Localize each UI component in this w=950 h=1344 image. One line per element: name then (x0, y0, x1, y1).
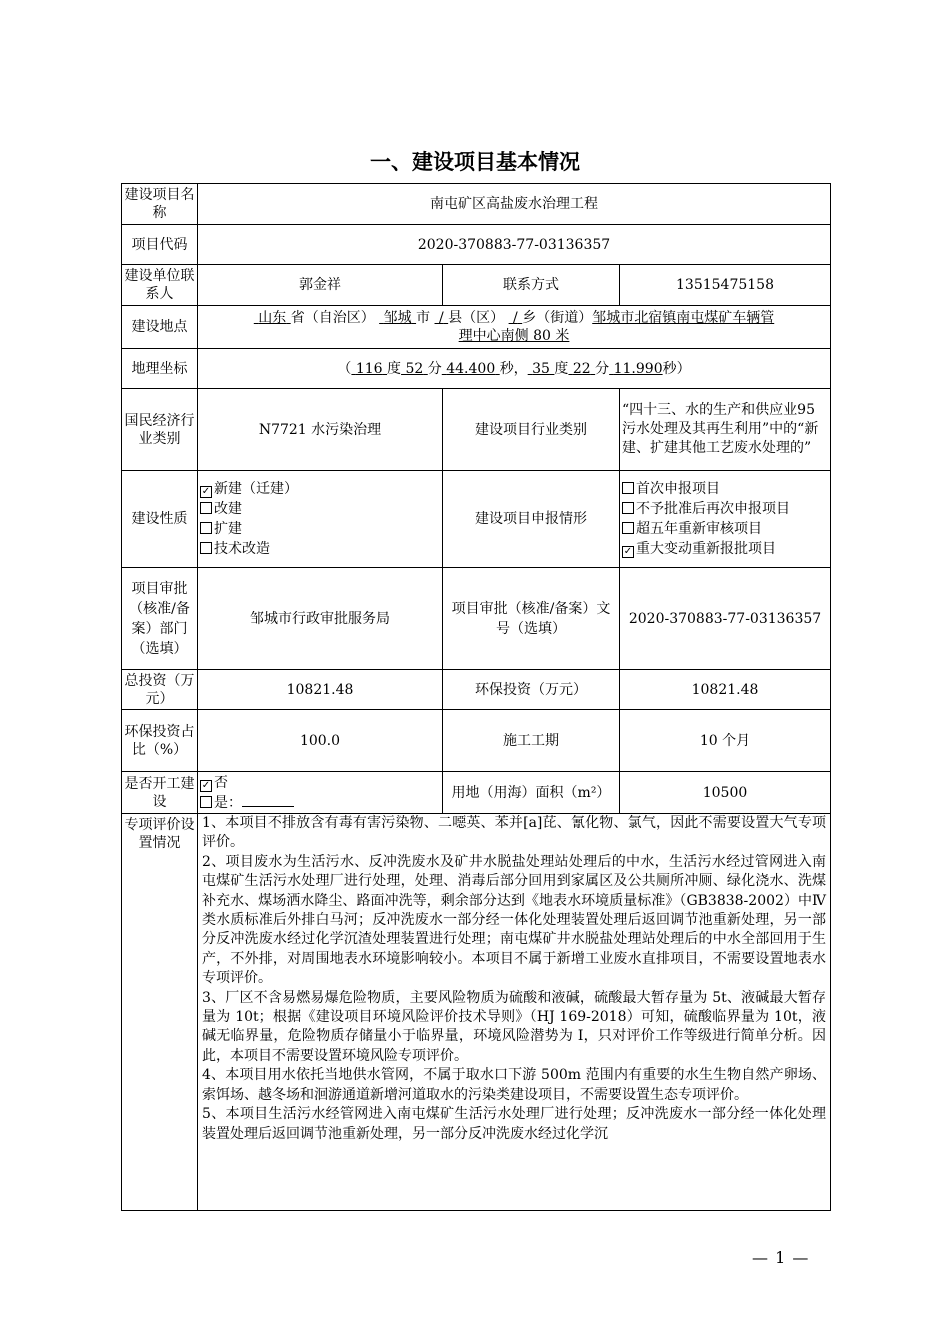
label-total-investment: 总投资（万元） (122, 670, 198, 710)
label-special-eval: 专项评价设置情况 (122, 814, 198, 1211)
checkbox-icon[interactable] (200, 542, 212, 554)
nature-option (200, 519, 440, 539)
declaration-option-label: 重大变动重新报批项目 (636, 541, 776, 557)
started-option-label: 是： (214, 794, 242, 811)
value-project-industry: “四十三、水的生产和供应业95 污水处理及其再生利用”中的“新建、扩建其他工艺废水处理的” (620, 389, 831, 471)
page-title: 一、建设项目基本情况 (370, 150, 580, 174)
value-land-area: 10500 (620, 772, 831, 814)
value-approval-dept: 邹城市行政审批服务局 (198, 568, 443, 670)
row-env-ratio (122, 710, 831, 772)
lon-sec: 44.400 (446, 360, 496, 377)
checkbox-icon[interactable] (200, 796, 212, 808)
declaration-option-label: 首次申报项目 (636, 481, 720, 497)
label-coordinates: 地理坐标 (122, 349, 198, 389)
label-contact-person: 建设单位联系人 (122, 265, 198, 306)
value-total-investment: 10821.48 (198, 670, 443, 710)
row-industry (122, 389, 831, 471)
location-city: 邹城 (383, 310, 412, 326)
value-approval-doc: 2020-370883-77-03136357 (620, 568, 831, 670)
nature-option (200, 499, 440, 519)
checkbox-icon[interactable] (622, 502, 634, 514)
nature-option-label: 改建 (214, 501, 242, 517)
location-county-suffix: 县（区） (448, 310, 505, 326)
nature-option-label: 扩建 (214, 521, 242, 537)
value-contact-phone: 13515475158 (620, 265, 831, 306)
project-info-table (121, 183, 831, 1211)
value-coordinates: （ 116 度 52 分 44.400 秒， 35 度 22 分 11.990秒） (198, 349, 831, 389)
special-eval-paragraph: 5、本项目生活污水经管网进入南屯煤矿生活污水处理厂进行处理；反冲洗废水一部分经一体化处理装置处理后返回调节池重新处理，另一部分反冲洗废水经过化学沉 (202, 1106, 827, 1142)
label-declaration: 建设项目申报情形 (443, 471, 620, 568)
label-construction-period: 施工工期 (443, 710, 620, 772)
declaration-option (622, 519, 828, 539)
label-contact-method: 联系方式 (443, 265, 620, 306)
checked-box-icon[interactable] (200, 780, 212, 792)
lon-deg: 116 (355, 360, 383, 377)
special-eval-paragraph: 1、本项目不排放含有毒有害污染物、二噁英、苯并[a]芘、氰化物、氯气，因此不需要设置大气专项评价。 (202, 815, 827, 851)
declaration-options (620, 471, 831, 568)
row-project-name (122, 184, 831, 225)
nature-option (200, 479, 440, 499)
location-province: 山东 (258, 310, 287, 326)
location-detail-1: 邹城市北宿镇南屯煤矿车辆管 (592, 310, 775, 326)
fill-in-blank[interactable] (242, 794, 294, 807)
declaration-option-label: 超五年重新审核项目 (636, 521, 762, 537)
lon-min: 52 (405, 360, 424, 377)
label-project-code: 项目代码 (122, 225, 198, 265)
value-env-ratio: 100.0 (198, 710, 443, 772)
checkbox-icon[interactable] (200, 502, 212, 514)
label-industry-category: 国民经济行业类别 (122, 389, 198, 471)
value-location (198, 306, 831, 349)
declaration-option (622, 479, 828, 499)
nature-option (200, 539, 440, 559)
row-contact (122, 265, 831, 306)
value-industry-category: N7721 水污染治理 (198, 389, 443, 471)
label-env-ratio: 环保投资占比（%） (122, 710, 198, 772)
special-eval-paragraph: 3、厂区不含易燃易爆危险物质，主要风险物质为硫酸和液碱，硫酸最大暂存量为 5t、液碱最大暂存量为 10t；根据《建设项目环境风险评价技术导则》（HJ 169-2018）可知，硫酸临界量为 10t，液碱无临界量，危险物质存储量小于临界量，环境风险潜势为 I，只对评价工作等级进行简单分析。因此，本项目不需要设置环境风险专项评价。 (202, 989, 827, 1064)
location-province-suffix: 省（自治区） (290, 310, 375, 326)
checkbox-icon[interactable] (200, 522, 212, 534)
location-county: / (438, 310, 444, 326)
row-location (122, 306, 831, 349)
lat-min: 22 (572, 360, 591, 377)
label-env-investment: 环保投资（万元） (443, 670, 620, 710)
started-option-label: 否 (214, 774, 228, 791)
label-nature: 建设性质 (122, 471, 198, 568)
value-env-investment: 10821.48 (620, 670, 831, 710)
value-construction-period: 10 个月 (620, 710, 831, 772)
row-started (122, 772, 831, 814)
row-coordinates (122, 349, 831, 389)
row-approval (122, 568, 831, 670)
started-option (200, 773, 440, 793)
label-approval-dept: 项目审批（核准/备案）部门（选填） (122, 568, 198, 670)
value-contact-person: 郭金祥 (198, 265, 443, 306)
row-nature (122, 471, 831, 568)
nature-option-label: 技术改造 (214, 541, 270, 557)
label-approval-doc: 项目审批（核准/备案）文号（选填） (443, 568, 620, 670)
lat-sec: 11.990 (613, 360, 663, 377)
special-eval-text (198, 814, 831, 1211)
checkbox-icon[interactable] (622, 482, 634, 494)
location-city-suffix: 市 (416, 310, 431, 326)
row-project-code (122, 225, 831, 265)
label-project-name: 建设项目名称 (122, 184, 198, 225)
page-number: — 1 — (752, 1248, 810, 1267)
location-township: / (513, 310, 518, 326)
started-option (200, 793, 440, 813)
location-township-suffix: 乡（街道） (522, 310, 593, 326)
value-project-name: 南屯矿区高盐废水治理工程 (198, 184, 831, 225)
checkbox-icon[interactable] (622, 522, 634, 534)
checked-box-icon[interactable] (622, 546, 634, 558)
started-options (198, 772, 443, 814)
checked-box-icon[interactable] (200, 486, 212, 498)
declaration-option (622, 539, 828, 559)
label-location: 建设地点 (122, 306, 198, 349)
row-special-eval (122, 814, 831, 1211)
label-project-industry: 建设项目行业类别 (443, 389, 620, 471)
row-investment (122, 670, 831, 710)
nature-option-label: 新建（迁建） (214, 481, 298, 497)
label-land-area: 用地（用海）面积（m²） (443, 772, 620, 814)
value-project-code: 2020-370883-77-03136357 (198, 225, 831, 265)
nature-options (198, 471, 443, 568)
special-eval-paragraph: 4、本项目用水依托当地供水管网，不属于取水口下游 500m 范围内有重要的水生生物自然产卵场、索饵场、越冬场和洄游通道新增河道取水的污染类建设项目，不需要设置生态专项评价。 (202, 1067, 827, 1103)
label-started: 是否开工建设 (122, 772, 198, 814)
lat-deg: 35 (532, 360, 550, 377)
declaration-option (622, 499, 828, 519)
special-eval-paragraph: 2、项目废水为生活污水、反冲洗废水及矿井水脱盐处理站处理后的中水，生活污水经过管网进入南屯煤矿生活污水处理厂进行处理，处理、消毒后部分回用到家属区及公共厕所冲厕、绿化浇水、洗煤补充水、煤场洒水降尘、路面冲洗等，剩余部分达到《地表水环境质量标准》（GB3838-2002）中Ⅳ类水质标准后外排白马河；反冲洗废水一部分经一体化处理装置处理后返回调节池重新处理，另一部分反冲洗废水经过化学沉渣处理装置进行处理；南屯煤矿井水脱盐处理站处理后的中水全部回用于生产，不外排，对周围地表水环境影响较小。本项目不属于新增工业废水直排项目，不需要设置地表水专项评价。 (202, 853, 827, 987)
declaration-option-label: 不予批准后再次申报项目 (636, 501, 790, 517)
location-detail-2: 理中心南侧 80 米 (458, 328, 570, 344)
